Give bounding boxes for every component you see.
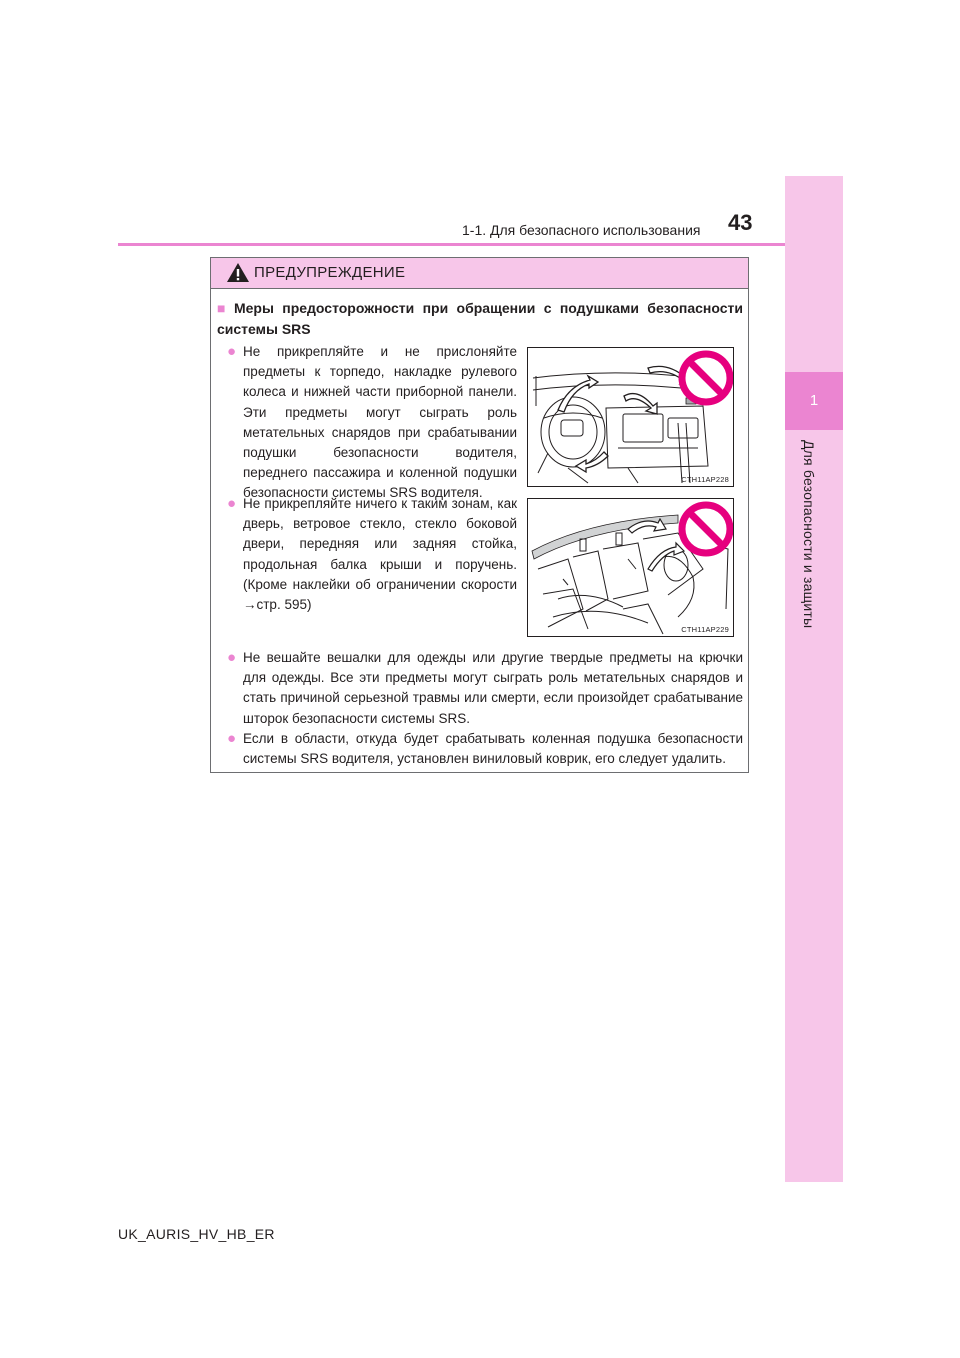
figure-dashboard: [527, 347, 734, 487]
warning-title: ПРЕДУПРЕЖДЕНИЕ: [254, 264, 406, 281]
chapter-title: Для безопасности и защиты: [801, 440, 817, 629]
warning-bullet-text: Не прикрепляйте и не прислоняйте предметы к торпедо, накладке рулевого колеса и нижней части приборной панели. Эти предметы могут сыграть роль метательных снарядов при срабатывании подушки безопасности водителя, переднего пассажира и коленной подушки безопасности системы SRS водителя.: [243, 344, 517, 501]
square-bullet-icon: ■: [217, 300, 230, 316]
warning-bullet: [227, 729, 743, 769]
section-header: 1-1. Для безопасного использования: [462, 222, 701, 238]
figure-code: CTH11AP229: [681, 625, 729, 634]
warning-bullet: [227, 494, 517, 615]
page-number: 43: [728, 210, 753, 235]
warning-box: [210, 257, 749, 773]
figure-code: CTH11AP228: [681, 475, 729, 484]
bullet-dot-icon: ●: [227, 495, 237, 512]
warning-bullet: [227, 342, 517, 504]
warning-triangle-icon: [226, 262, 250, 283]
warning-bullet-text: Если в области, откуда будет срабатывать коленная подушка безопасности системы SRS водителя, установлен виниловый коврик, его следует удалить.: [243, 731, 743, 767]
warning-bullet-text: Не прикрепляйте ничего к таким зонам, как дверь, ветровое стекло, стекло боковой двери, передняя или задняя стойка, продольная балка крыши и поручень. (Кроме наклейки об ограничении скорости →стр. 595): [243, 496, 517, 613]
document-code: UK_AURIS_HV_HB_ER: [118, 1226, 275, 1242]
bullet-dot-icon: ●: [227, 343, 237, 360]
warning-bullet-text: Не вешайте вешалки для одежды или другие твердые предметы на крючки для одежды. Все эти предметы могут сыграть роль метательных снарядов и стать причиной серьезной травмы или смерти, если произойдет срабатывание шторок безопасности системы SRS.: [243, 650, 743, 726]
bullet-dot-icon: ●: [227, 649, 237, 666]
warning-bullet: [227, 648, 743, 729]
bullet-dot-icon: ●: [227, 730, 237, 747]
figure-cabin-interior: [527, 498, 734, 637]
warning-section-title-text: Меры предосторожности при обращении с подушками безопасности системы SRS: [217, 300, 743, 337]
header-rule: [118, 243, 785, 246]
chapter-number: 1: [785, 372, 843, 430]
chapter-side-tab: [785, 176, 843, 1182]
dashboard-illustration: [528, 348, 733, 486]
cabin-illustration: [528, 499, 733, 636]
warning-header: [211, 258, 748, 289]
warning-section-title: [217, 298, 743, 340]
